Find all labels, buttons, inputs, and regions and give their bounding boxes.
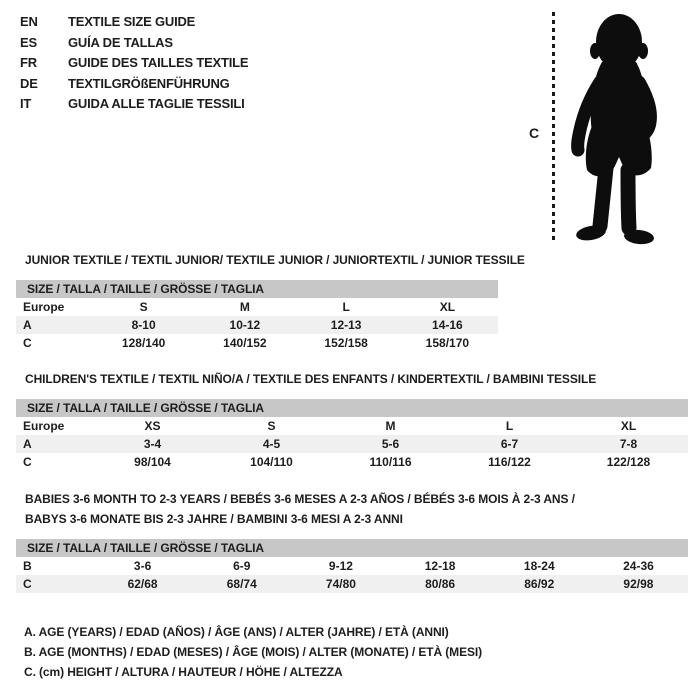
cell-value: M <box>239 300 250 314</box>
language-row <box>20 74 248 95</box>
table-title-line: BABIES 3-6 MONTH TO 2-3 YEARS / BEBÉS 3-6 MESES A 2-3 AÑOS / BÉBÉS 3-6 MOIS À 2-3 ANS / <box>25 492 575 506</box>
cell-value: 14-16 <box>432 318 463 332</box>
table-row <box>16 417 688 435</box>
height-measure-label: C <box>529 125 540 141</box>
size-table <box>16 489 688 593</box>
cell-value: 4-5 <box>262 437 281 451</box>
cell-value: S <box>139 300 148 314</box>
legend-line: C. (cm) HEIGHT / ALTURA / HAUTEUR / HÖHE / ALTEZZA <box>24 665 343 679</box>
cell-value: 8-10 <box>131 318 156 332</box>
measure-legend <box>24 622 482 682</box>
toddler-silhouette-icon <box>562 10 674 246</box>
language-code: ES <box>20 34 37 50</box>
table-title-line: JUNIOR TEXTILE / TEXTIL JUNIOR/ TEXTILE JUNIOR / JUNIORTEXTIL / JUNIOR TESSILE <box>25 253 525 267</box>
table-size-header-row: SIZE / TALLA / TAILLE / GRÖSSE / TAGLIA <box>16 399 688 417</box>
table-title <box>25 250 525 270</box>
language-title-list <box>20 12 248 115</box>
row-label: Europe <box>23 419 65 433</box>
cell-value: L <box>342 300 350 314</box>
legend-line: B. AGE (MONTHS) / EDAD (MESES) / ÂGE (MOIS) / ALTER (MONATE) / ETÀ (MESI) <box>24 645 483 659</box>
size-table <box>16 369 688 471</box>
language-code: IT <box>20 96 32 111</box>
table-row <box>16 298 498 316</box>
row-label: C <box>23 577 32 591</box>
language-title: TEXTILE SIZE GUIDE <box>68 14 196 29</box>
table-size-header-row: SIZE / TALLA / TAILLE / GRÖSSE / TAGLIA <box>16 539 688 557</box>
cell-value: 110/116 <box>369 455 412 469</box>
language-code: FR <box>20 55 37 70</box>
cell-value: 12-13 <box>330 318 362 332</box>
cell-value: 74/80 <box>325 577 356 591</box>
cell-value: S <box>267 419 276 433</box>
cell-value: 3-6 <box>133 559 152 573</box>
cell-value: 68/74 <box>226 577 257 591</box>
language-title: GUÍA DE TALLAS <box>68 34 173 50</box>
language-code: EN <box>20 14 38 29</box>
size-table <box>16 250 525 352</box>
cell-value: 12-18 <box>424 559 456 573</box>
cell-value: M <box>385 419 396 433</box>
row-label: A <box>23 437 32 451</box>
cell-value: 5-6 <box>381 437 400 451</box>
table-row <box>16 557 688 575</box>
height-measure-line <box>552 12 555 244</box>
cell-value: XL <box>620 419 637 433</box>
size-tables <box>16 250 688 593</box>
cell-value: 6-7 <box>500 437 519 451</box>
language-title: GUIDA ALLE TAGLIE TESSILI <box>68 96 245 111</box>
table-title-line: CHILDREN'S TEXTILE / TEXTIL NIÑO/A / TEXTILE DES ENFANTS / KINDERTEXTIL / BAMBINI TESSILE <box>25 372 597 386</box>
cell-value: 3-4 <box>143 437 162 451</box>
row-label: Europe <box>23 300 65 314</box>
table-row <box>16 453 688 471</box>
cell-value: 140/152 <box>223 336 267 350</box>
cell-value: 18-24 <box>523 559 555 573</box>
cell-value: 152/158 <box>324 336 368 350</box>
table-row <box>16 435 688 453</box>
cell-value: 116/122 <box>488 455 531 469</box>
row-label: A <box>23 318 32 332</box>
cell-value: 62/68 <box>127 577 158 591</box>
cell-value: 122/128 <box>606 455 651 469</box>
table-size-header-row: SIZE / TALLA / TAILLE / GRÖSSE / TAGLIA <box>16 280 498 298</box>
table-title <box>25 489 688 529</box>
cell-value: 9-12 <box>328 559 353 573</box>
cell-value: 24-36 <box>623 559 654 573</box>
language-row <box>20 53 248 74</box>
table-row <box>16 575 688 593</box>
row-label: B <box>23 559 32 573</box>
cell-value: 104/110 <box>250 455 293 469</box>
cell-value: XL <box>439 300 456 314</box>
cell-value: 128/140 <box>121 336 166 350</box>
cell-value: 6-9 <box>233 559 251 573</box>
table-title-line: BABYS 3-6 MONATE BIS 2-3 JAHRE / BAMBINI 3-6 MESI A 2-3 ANNI <box>25 512 403 526</box>
cell-value: XS <box>144 419 161 433</box>
cell-value: 86/92 <box>524 577 555 591</box>
cell-value: 158/170 <box>425 336 470 350</box>
language-title: GUIDE DES TAILLES TEXTILE <box>68 55 249 70</box>
cell-value: 98/104 <box>134 455 171 469</box>
table-row <box>16 316 498 334</box>
language-title: TEXTILGRÖßENFÜHRUNG <box>68 75 230 91</box>
cell-value: 7-8 <box>619 437 638 451</box>
toddler-figure <box>528 8 688 250</box>
language-code: DE <box>20 75 38 91</box>
row-label: C <box>23 455 32 469</box>
language-row <box>20 33 248 54</box>
cell-value: L <box>505 419 514 433</box>
cell-value: 80/86 <box>425 577 456 591</box>
legend-line: A. AGE (YEARS) / EDAD (AÑOS) / ÂGE (ANS) / ALTER (JAHRE) / ETÀ (ANNI) <box>24 625 449 639</box>
cell-value: 10-12 <box>229 318 261 332</box>
language-row <box>20 94 248 115</box>
table-title <box>25 369 688 389</box>
cell-value: 92/98 <box>623 577 654 591</box>
table-row <box>16 334 498 352</box>
language-row <box>20 12 248 33</box>
row-label: C <box>23 336 32 350</box>
